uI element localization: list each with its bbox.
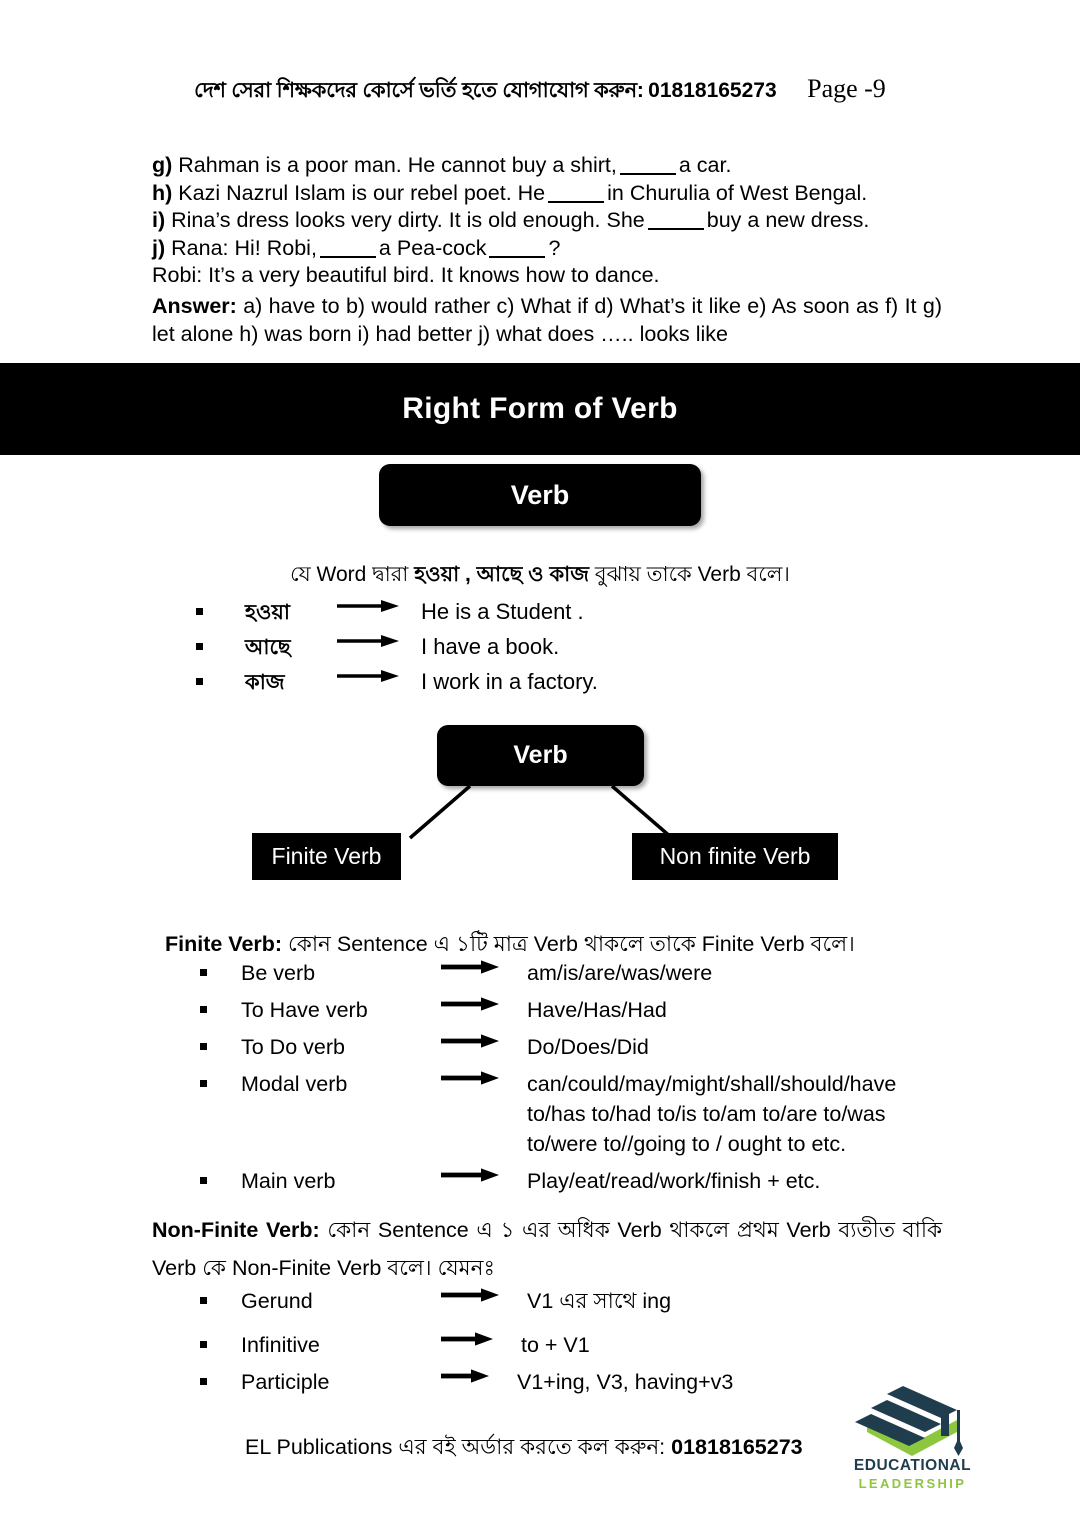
question-i-label: i) — [152, 208, 166, 232]
verb-example-bengali: হওয়া — [245, 601, 290, 624]
bullet-square-icon — [196, 608, 203, 615]
arrow-right-icon — [337, 633, 399, 649]
non-finite-verb-term: Infinitive — [241, 1333, 320, 1357]
arrow-right-icon — [337, 598, 399, 614]
arrow-right-icon — [441, 996, 499, 1012]
tree-node-finite-label: Finite Verb — [271, 843, 382, 869]
educational-leadership-logo — [845, 1384, 980, 1499]
verb-example-list — [196, 596, 896, 701]
question-j-text-2: a Pea-cock — [378, 235, 487, 260]
question-item-i — [152, 207, 942, 235]
finite-verb-term: Main verb — [241, 1169, 336, 1193]
bullet-square-icon — [200, 1378, 207, 1385]
non-finite-verb-heading — [152, 1211, 942, 1287]
verb-definition-pre: যে Word দ্বারা — [290, 563, 415, 586]
tree-node-non-finite-verb — [632, 833, 838, 880]
arrow-right-icon — [441, 1167, 499, 1183]
answer-text: a) have to b) would rather c) What if d) What’s it like e) As soon as f) It g) let alone h) was born i) had better j) what does ….. looks like — [152, 293, 942, 346]
list-item — [200, 995, 960, 1025]
non-finite-verb-definition: কোন Sentence এ ১ এর অধিক Verb থাকলে প্রথম Verb ব্যতীত বাকি Verb কে Non-Finite Verb বলে। যেমনঃ — [152, 1218, 943, 1280]
bullet-square-icon — [200, 1177, 207, 1184]
verb-example-english: I have a book. — [421, 634, 560, 659]
list-item — [196, 631, 896, 666]
question-g-text-1: Rahman is a poor man. He cannot buy a shirt, — [178, 153, 617, 177]
section-banner — [0, 363, 1080, 455]
arrow-right-icon — [337, 668, 399, 684]
finite-verb-term: Modal verb — [241, 1072, 348, 1096]
logo-name-line2: LEADERSHIP — [858, 1476, 967, 1491]
list-item — [200, 1069, 960, 1159]
list-item — [196, 666, 896, 701]
finite-verb-value: can/could/may/might/shall/should/have to/has to/had to/is to/am to/are to/was to/were to//going to / ought to etc. — [527, 1072, 897, 1156]
question-j-label: j) — [152, 235, 166, 260]
list-item — [200, 958, 960, 988]
non-finite-verb-term: Participle — [241, 1370, 330, 1394]
non-finite-verb-list — [200, 1285, 900, 1407]
question-h-text-1: Kazi Nazrul Islam is our rebel poet. He — [178, 180, 546, 205]
arrow-right-icon — [441, 1368, 489, 1384]
list-item — [200, 1333, 900, 1358]
bullet-square-icon — [200, 1341, 207, 1348]
verb-example-bengali: আছে — [245, 636, 291, 659]
question-i-text-2: buy a new dress. — [706, 208, 870, 232]
verb-example-bengali: কাজ — [245, 671, 285, 694]
page-number: Page -9 — [807, 74, 886, 103]
arrow-right-icon — [441, 1331, 493, 1347]
blank-line — [620, 173, 676, 175]
bullet-square-icon — [200, 969, 207, 976]
finite-verb-list — [200, 958, 960, 1203]
question-g-label: g) — [152, 153, 173, 177]
answer-label: Answer: — [152, 293, 237, 318]
non-finite-verb-term: Gerund — [241, 1289, 313, 1313]
answer-block — [152, 292, 942, 348]
verb-heading-box — [379, 464, 701, 526]
question-item-h — [152, 180, 942, 208]
bullet-square-icon — [196, 678, 203, 685]
logo-wordmark — [845, 1456, 980, 1492]
finite-verb-value: am/is/are/was/were — [527, 961, 713, 985]
question-h-text-2: in Churulia of West Bengal. — [607, 180, 868, 205]
question-j-text-1: Rana: Hi! Robi, — [171, 235, 317, 260]
blank-line — [648, 228, 704, 230]
page-header — [0, 74, 1080, 109]
question-g-text-2: a car. — [678, 153, 732, 177]
tree-node-finite-verb — [252, 833, 401, 880]
tree-node-non-finite-label: Non finite Verb — [659, 843, 811, 869]
logo-graduation-cap-icon — [845, 1384, 980, 1456]
bullet-square-icon — [200, 1297, 207, 1304]
bullet-square-icon — [200, 1080, 207, 1087]
blank-line — [489, 256, 545, 258]
finite-verb-definition: কোন Sentence এ ১টি মাত্র Verb থাকলে তাকে Finite Verb বলে। — [282, 932, 855, 956]
header-phone-number: 01818165273 — [648, 79, 777, 102]
question-i-text-1: Rina’s dress looks very dirty. It is old enough. She — [171, 208, 645, 232]
blank-line — [320, 256, 376, 258]
finite-verb-value: Do/Does/Did — [527, 1035, 649, 1059]
question-item-j — [152, 235, 942, 263]
bullet-square-icon — [200, 1006, 207, 1013]
finite-verb-title: Finite Verb: — [165, 932, 283, 956]
verb-definition-post: বুঝায় তাকে Verb বলে। — [589, 563, 790, 586]
arrow-right-icon — [441, 959, 499, 975]
header-bengali-text: দেশ সেরা শিক্ষকদের কোর্সে ভর্তি হতে যোগাযোগ করুন: — [194, 79, 644, 102]
verb-heading-label: Verb — [510, 479, 570, 510]
non-finite-verb-value: V1+ing, V3, having+v3 — [517, 1370, 734, 1394]
finite-verb-term: To Do verb — [241, 1035, 345, 1059]
finite-verb-value: Have/Has/Had — [527, 998, 667, 1022]
question-j-text-3: ? — [548, 235, 561, 260]
verb-definition — [0, 558, 1080, 593]
footer-phone-number: 01818165273 — [671, 1435, 803, 1459]
logo-name-line1: EDUCATIONAL — [853, 1457, 972, 1474]
finite-verb-term: To Have verb — [241, 998, 368, 1022]
question-robi-line: Robi: It’s a very beautiful bird. It knows how to dance. — [152, 263, 660, 287]
list-item — [200, 1370, 900, 1395]
tree-root-label: Verb — [513, 741, 568, 769]
question-block — [152, 152, 942, 348]
question-item-g — [152, 152, 942, 180]
bullet-square-icon — [200, 1043, 207, 1050]
non-finite-verb-value: to + V1 — [521, 1333, 590, 1357]
arrow-right-icon — [441, 1070, 499, 1086]
list-item — [196, 596, 896, 631]
verb-example-english: I work in a factory. — [421, 669, 598, 694]
footer-text-prefix: EL Publications এর বই অর্ডার করতে কল করুন: — [245, 1435, 672, 1459]
finite-verb-value: Play/eat/read/work/finish + etc. — [527, 1169, 821, 1193]
list-item — [200, 1285, 900, 1321]
arrow-right-icon — [441, 1033, 499, 1049]
list-item — [200, 1166, 960, 1196]
list-item — [200, 1032, 960, 1062]
tree-root-node — [437, 725, 644, 786]
non-finite-verb-title: Non-Finite Verb: — [152, 1218, 320, 1242]
arrow-right-icon — [441, 1287, 499, 1303]
finite-verb-term: Be verb — [241, 961, 316, 985]
section-title: Right Form of Verb — [402, 392, 678, 425]
question-h-label: h) — [152, 180, 173, 205]
bullet-square-icon — [196, 643, 203, 650]
blank-line — [548, 201, 604, 203]
verb-example-english: He is a Student . — [421, 599, 584, 624]
verb-definition-bold: হওয়া , আছে ও কাজ — [414, 563, 590, 586]
non-finite-verb-value: V1 এর সাথে ing — [527, 1289, 672, 1313]
footer-order-text — [245, 1431, 803, 1467]
verb-classification-tree — [0, 720, 1080, 890]
